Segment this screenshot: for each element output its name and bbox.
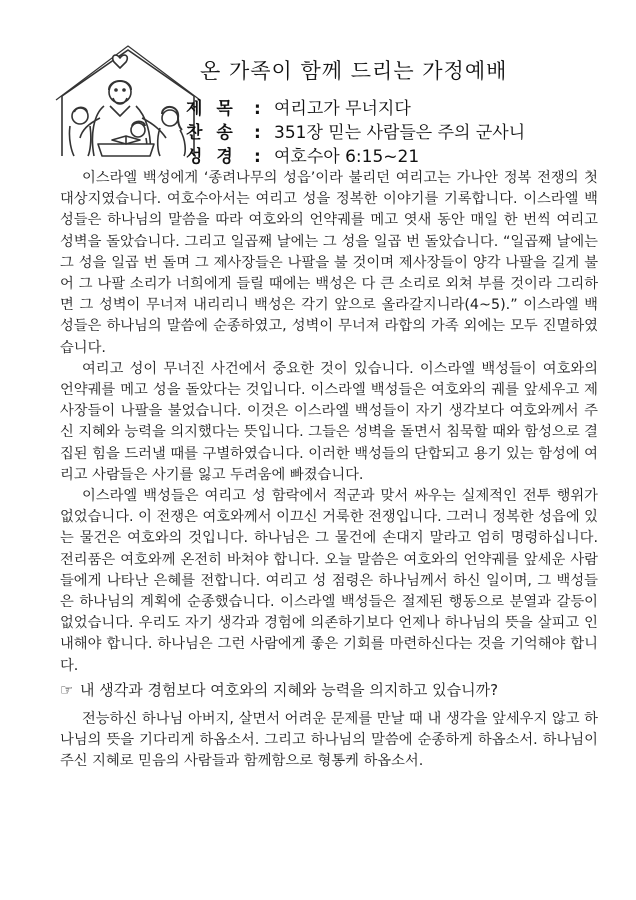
reflection-question <box>60 680 598 701</box>
meta-row-scripture <box>186 142 419 167</box>
meta-row-hymn <box>186 118 525 143</box>
meta-colon: : <box>254 123 261 143</box>
meta-value: 여리고가 무너지다 <box>274 99 411 119</box>
meta-key: 찬송 <box>186 123 247 143</box>
meta-key: 성경 <box>186 147 247 167</box>
prayer: 전능하신 하나님 아버지, 살면서 어려운 문제를 만날 때 내 생각을 앞세우지 않고 하나님의 뜻을 기다리게 하옵소서. 그리고 하나님의 말씀에 순종하게 하옵소서. 하나님이 주신 지혜로 믿음의 사람들과 함께함으로 형통케 하옵소서. <box>60 711 598 770</box>
meta-row-title <box>186 94 411 119</box>
paragraph: 여리고 성이 무너진 사건에서 중요한 것이 있습니다. 이스라엘 백성들이 여호와의 언약궤를 메고 성을 돌았다는 것입니다. 이스라엘 백성들은 여호와의 궤를 앞세우고 제사장들이 나팔을 불었습니다. 이것은 이스라엘 백성들이 자기 생각보다 여호와께서 주신 지혜와 능력을 의지했다는 뜻입니다. 그들은 성벽을 돌면서 침묵할 때와 함성으로 결집된 힘을 드러낼 때를 구별하였습니다. 이러한 백성들의 단합되고 용기 있는 함성에 여리고 사람들은 사기를 잃고 두려움에 빠졌습니다. <box>60 360 598 483</box>
paragraph: 이스라엘 백성에게 ‘종려나무의 성읍’이라 불리던 여리고는 가나안 정복 전쟁의 첫 대상지였습니다. 여호수아서는 여리고 성을 정복한 이야기를 기록합니다. 이스라엘 백성들은 하나님의 말씀을 따라 여호와의 언약궤를 메고 엿새 동안 매일 한 번씩 여리고 성벽을 돌았습니다. 그리고 일곱째 날에는 그 성을 일곱 번 돌았습니다. “일곱째 날에는 그 성을 일곱 번 돌며 그 제사장들은 나팔을 불 것이며 제사장들이 양각 나팔을 길게 불어 그 나팔 소리가 너희에게 들릴 때에는 백성은 다 큰 소리로 외쳐 부를 것이라 그리하면 그 성벽이 무너져 내리리니 백성은 각기 앞으로 올라갈지니라(4~5).” 이스라엘 백성들은 하나님의 말씀에 순종하였고, 성벽이 무너져 라합의 가족 외에는 모두 진멸하였습니다. <box>60 170 598 356</box>
meta-colon: : <box>254 147 261 167</box>
meta-value: 여호수아 6:15~21 <box>274 147 420 167</box>
meta-value: 351장 믿는 사람들은 주의 군사니 <box>274 123 526 143</box>
meta-colon: : <box>254 99 261 119</box>
pointing-hand-icon: ☞ <box>60 680 74 699</box>
paragraph: 이스라엘 백성들은 여리고 성 함락에서 적군과 맞서 싸우는 실제적인 전투 행위가 없었습니다. 이 전쟁은 여호와께서 이끄신 거룩한 전쟁입니다. 그러니 정복한 성읍에 있는 물건은 여호와의 것입니다. 하나님은 그 물건에 손대지 말라고 엄히 명령하십니다. 전리품은 여호와께 온전히 바쳐야 합니다. 오늘 말씀은 여호와의 언약궤를 앞세운 사람들에게 나타난 은혜를 전합니다. 여리고 성 점령은 하나님께서 하신 일이며, 그 백성들은 하나님의 계획에 순종했습니다. 이스라엘 백성들은 절제된 행동으로 분열과 갈등이 없었습니다. 우리도 자기 생각과 경험에 의존하기보다 언제나 하나님의 뜻을 살피고 인내해야 합니다. 하나님은 그런 사람에게 좋은 기회를 마련하신다는 것을 기억해야 합니다. <box>60 488 598 674</box>
sermon-body <box>60 168 598 773</box>
page-title: 온 가족이 함께 드리는 가정예배 <box>200 59 508 83</box>
question-text: 내 생각과 경험보다 여호와의 지혜와 능력을 의지하고 있습니까? <box>80 680 499 699</box>
family-worship-illustration <box>54 44 202 162</box>
meta-key: 제목 <box>186 99 247 119</box>
